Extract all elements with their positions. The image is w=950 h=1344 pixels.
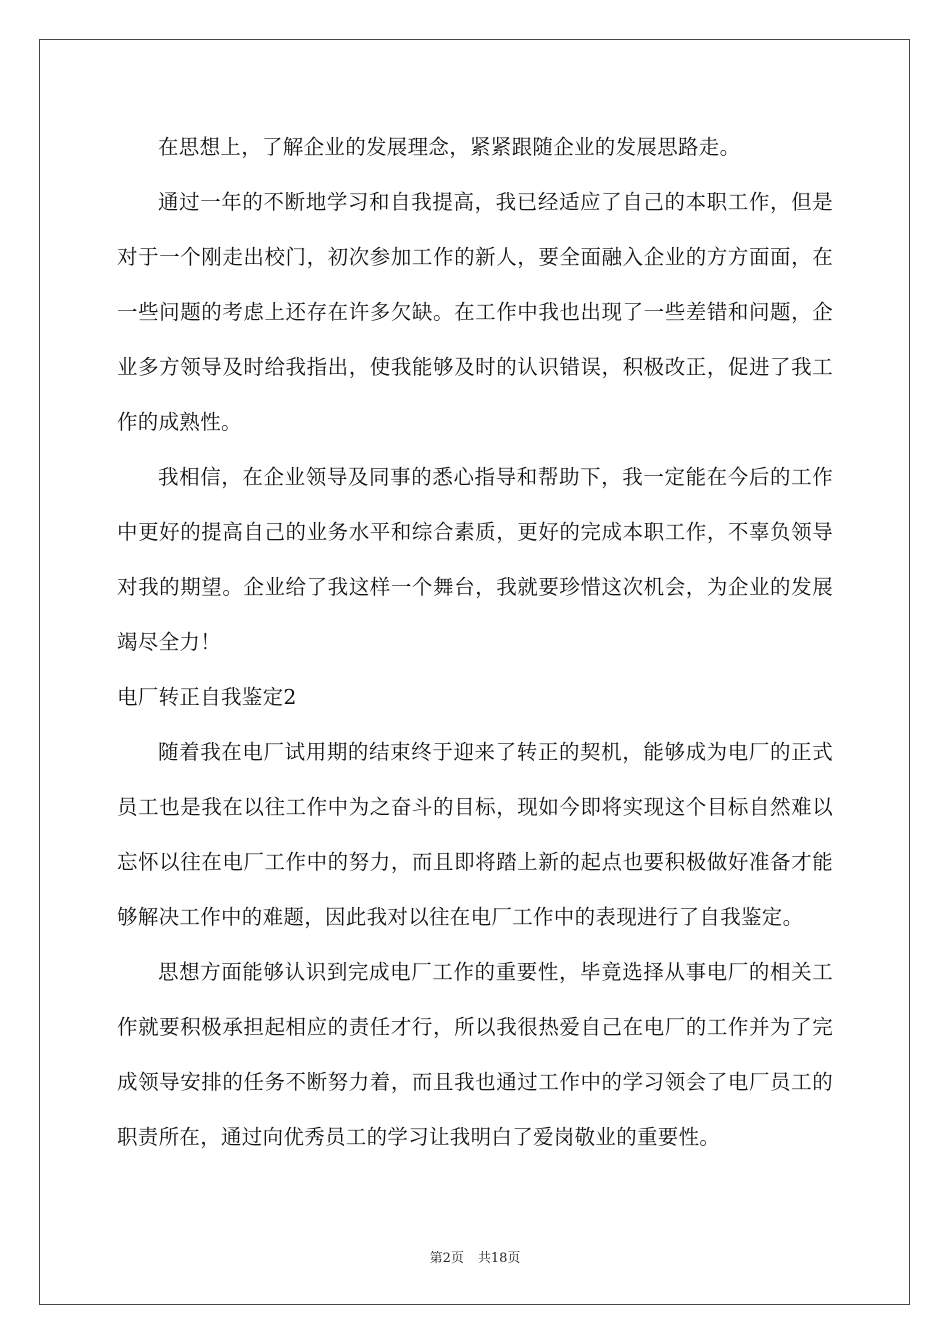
paragraph-thinking: 思想方面能够认识到完成电厂工作的重要性，毕竟选择从事电厂的相关工作就要积极承担起相应的责任才行，所以我很热爱自己在电厂的工作并为了完成领导安排的任务不断努力着，而且我也通过工作中的学习领会了电厂员工的职责所在，通过向优秀员工的学习让我明白了爱岗敬业的重要性。: [117, 960, 833, 1149]
paragraph-belief: 我相信，在企业领导及同事的悉心指导和帮助下，我一定能在今后的工作中更好的提高自己的业务水平和综合素质，更好的完成本职工作，不辜负领导对我的期望。企业给了我这样一个舞台，我就要珍惜这次机会，为企业的发展竭尽全力！: [117, 465, 833, 654]
total-pages: 共18页: [477, 1251, 521, 1266]
paragraph-self-improvement: 通过一年的不断地学习和自我提高，我已经适应了自己的本职工作，但是对于一个刚走出校门，初次参加工作的新人，要全面融入企业的方方面面，在一些问题的考虑上还存在许多欠缺。在工作中我也出现了一些差错和问题，企业多方领导及时给我指出，使我能够及时的认识错误，积极改正，促进了我工作的成熟性。: [117, 190, 833, 434]
page-footer: [0, 1247, 950, 1266]
paragraph-probation-end: 随着我在电厂试用期的结束终于迎来了转正的契机，能够成为电厂的正式员工也是我在以往工作中为之奋斗的目标，现如今即将实现这个目标自然难以忘怀以往在电厂工作中的努力，而且即将踏上新的起点也要积极做好准备才能够解决工作中的难题，因此我对以往在电厂工作中的表现进行了自我鉴定。: [117, 740, 833, 929]
page-number: 第2页: [429, 1251, 464, 1266]
paragraph-ideology: 在思想上，了解企业的发展理念，紧紧跟随企业的发展思路走。: [158, 135, 741, 159]
section-heading: 电厂转正自我鉴定2: [117, 685, 297, 709]
document-body: [117, 120, 833, 1165]
